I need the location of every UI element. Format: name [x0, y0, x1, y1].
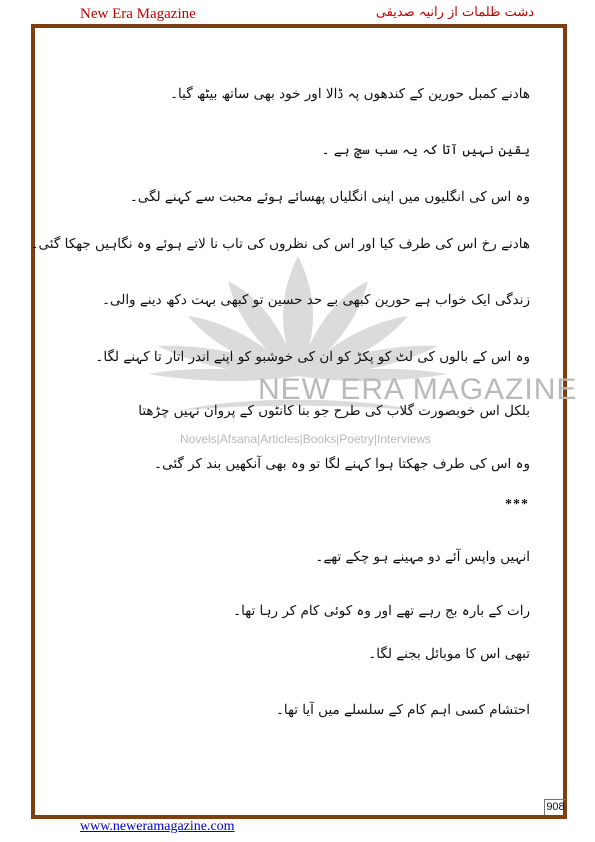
paragraph-line: زندگی ایک خواب ہے حورین کبھی بے حد حسین تو کبھی بہت دکھ دینے والی۔: [102, 292, 530, 308]
paragraph-line: تبھی اس کا موبائل بجنے لگا۔: [368, 646, 530, 662]
paragraph-line: وہ اس کے بالوں کی لٹ کو پکڑ کو ان کی خوشبو کو اپنے اندر اتار تا کہنے لگا۔: [95, 349, 530, 365]
watermark-logo: [118, 226, 478, 466]
paragraph-line: انہیں واپس آئے دو مہینے ہو چکے تھے۔: [315, 549, 530, 565]
paragraph-line: وہ اس کی طرف جھکتا ہوا کہنے لگا تو وہ بھی آنکھیں بند کر گئی۔: [154, 456, 530, 472]
story-title: دشت ظلمات از رانیہ صدیقی: [375, 5, 534, 20]
magazine-name: New Era Magazine: [80, 6, 196, 22]
website-link[interactable]: www.neweramagazine.com: [80, 819, 235, 834]
paragraph-line: بلکل اس خوبصورت گلاب کی طرح جو بنا کانٹوں کے پروان نہیں چڑھتا: [138, 403, 530, 419]
watermark-subtitle: Novels|Afsana|Articles|Books|Poetry|Interviews: [180, 432, 432, 446]
watermark-title: NEW ERA MAGAZINE: [258, 373, 578, 406]
paragraph-line: رات کے بارہ بج رہے تھے اور وہ کوئی کام کر رہا تھا۔: [233, 603, 530, 619]
section-separator: ***: [505, 497, 529, 512]
paragraph-line: احتشام کسی اہم کام کے سلسلے میں آیا تھا۔: [275, 702, 530, 718]
paragraph-line: یقین نہیں آتا کہ یہ سب سچ ہے ۔: [321, 142, 530, 158]
paragraph-line: ھادنے رخ اس کی طرف کیا اور اس کی نظروں کی تاب نا لاتے ہوئے وہ نگاہیں جھکا گئی۔: [30, 236, 530, 252]
paragraph-line: ھادنے کمبل حورین کے کندھوں پہ ڈالا اور خود بھی ساتھ بیٹھ گیا۔: [170, 86, 530, 102]
page-number: 908: [544, 799, 566, 815]
paragraph-line: وہ اس کی انگلیوں میں اپنی انگلیاں پھسائے ہوئے محبت سے کہنے لگی۔: [129, 189, 530, 205]
